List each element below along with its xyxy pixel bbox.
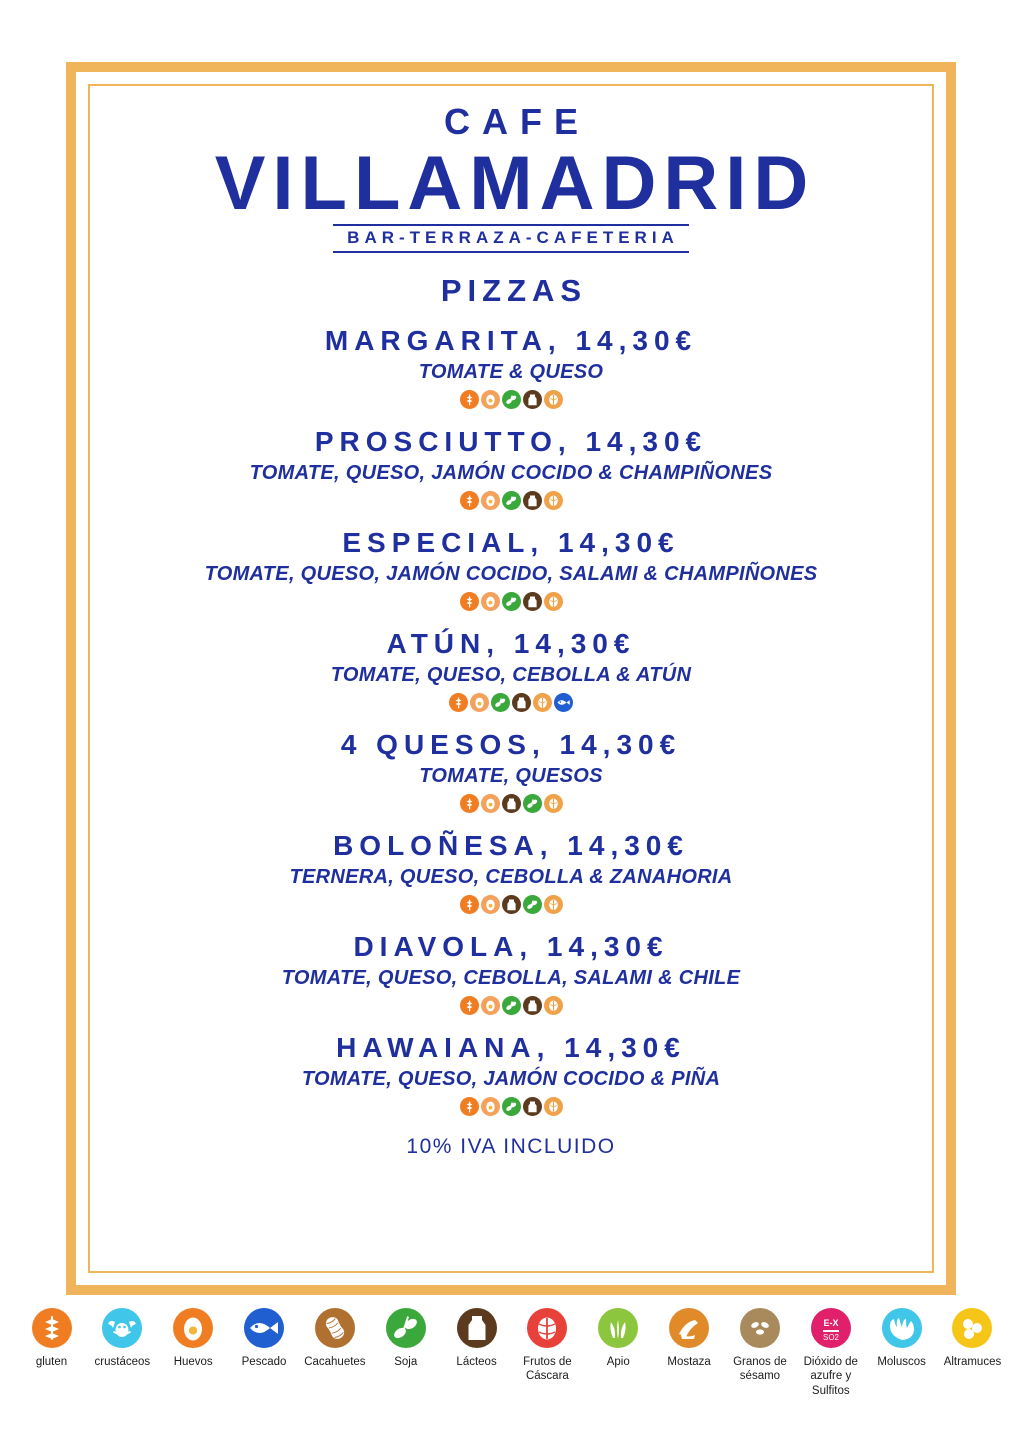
legend-item-label: Mostaza	[667, 1356, 711, 1368]
frutos-de-cascara-icon	[544, 996, 563, 1015]
huevos-icon	[481, 1097, 500, 1116]
menu-item	[116, 1030, 906, 1117]
sesamo-icon	[740, 1308, 780, 1348]
soja-icon	[502, 1097, 521, 1116]
soja-icon	[502, 996, 521, 1015]
pescado-icon	[554, 693, 573, 712]
crustaceos-icon	[102, 1308, 142, 1348]
legend-item-label: Cacahuetes	[304, 1356, 366, 1368]
gluten-icon	[460, 895, 479, 914]
soja-icon	[523, 895, 542, 914]
menu-item-name: HAWAIANA, 14,30€	[336, 1031, 686, 1063]
menu-item-description: TOMATE, QUESO, CEBOLLA, SALAMI & CHILE	[281, 966, 741, 989]
gluten-icon	[460, 1097, 479, 1116]
soja-icon	[491, 693, 510, 712]
menu-item-allergens	[116, 895, 906, 915]
svg-text:SO2: SO2	[822, 1333, 839, 1342]
gluten-icon	[460, 390, 479, 409]
menu-item	[116, 929, 906, 1016]
legend-item-label: Lácteos	[456, 1356, 497, 1368]
huevos-icon	[481, 592, 500, 611]
huevos-icon	[481, 794, 500, 813]
mostaza-icon	[669, 1308, 709, 1348]
iva-note: 10% IVA INCLUIDO	[406, 1134, 616, 1158]
lacteos-icon	[523, 390, 542, 409]
gluten-icon	[460, 794, 479, 813]
lacteos-icon	[523, 1097, 542, 1116]
lacteos-icon	[523, 491, 542, 510]
menu-item-allergens	[116, 390, 906, 410]
pescado-icon	[244, 1308, 284, 1348]
menu-item	[116, 323, 906, 410]
menu-content	[116, 94, 906, 1265]
menu-item-description: TOMATE, QUESO, JAMÓN COCIDO, SALAMI & CHAMPIÑONES	[204, 562, 818, 585]
menu-item-allergens	[116, 996, 906, 1016]
soja-icon	[502, 491, 521, 510]
frutos-de-cascara-icon	[544, 592, 563, 611]
menu-item-description: TOMATE, QUESO, JAMÓN COCIDO & CHAMPIÑONES	[249, 461, 773, 484]
huevos-icon	[481, 491, 500, 510]
menu-item-description: TOMATE & QUESO	[418, 360, 604, 383]
legend-item-label: Pescado	[241, 1356, 287, 1368]
legend-item-label: Huevos	[173, 1356, 213, 1368]
lacteos-icon	[512, 693, 531, 712]
gluten-icon	[460, 592, 479, 611]
huevos-icon	[481, 996, 500, 1015]
legend-item-label: crustáceos	[94, 1356, 151, 1368]
menu-item-description: TERNERA, QUESO, CEBOLLA & ZANAHORIA	[289, 865, 733, 888]
brand-cafe: CAFE	[444, 101, 590, 142]
soja-icon	[502, 592, 521, 611]
gluten-icon	[32, 1308, 72, 1348]
apio-icon	[598, 1308, 638, 1348]
legend-item	[233, 1308, 296, 1369]
menu-item-name: BOLOÑESA, 14,30€	[333, 829, 689, 861]
huevos-icon	[481, 390, 500, 409]
frutos-de-cascara-icon	[544, 895, 563, 914]
menu-item	[116, 525, 906, 612]
menu-item-name: ATÚN, 14,30€	[386, 627, 636, 659]
lacteos-icon	[523, 996, 542, 1015]
soja-icon	[523, 794, 542, 813]
legend-item	[374, 1308, 437, 1369]
menu-item	[116, 424, 906, 511]
legend-item	[445, 1308, 508, 1369]
soja-icon	[502, 390, 521, 409]
menu-item-allergens	[116, 1097, 906, 1117]
sulfitos-icon	[811, 1308, 851, 1348]
menu-item	[116, 828, 906, 915]
svg-text:E-X: E-X	[823, 1318, 839, 1328]
menu-item-name: DIAVOLA, 14,30€	[353, 930, 669, 962]
section-title-pizzas: PIZZAS	[440, 272, 588, 308]
menu-item-name: ESPECIAL, 14,30€	[342, 526, 680, 558]
legend-item-label: Granos de sésamo	[733, 1356, 787, 1383]
menu-item-name: PROSCIUTTO, 14,30€	[314, 425, 708, 457]
lacteos-icon	[523, 592, 542, 611]
legend-item	[941, 1308, 1004, 1369]
menu-item-allergens	[116, 592, 906, 612]
legend-item-label: Moluscos	[877, 1356, 926, 1368]
lacteos-icon	[457, 1308, 497, 1348]
legend-item	[587, 1308, 650, 1369]
legend-item-label: Frutos de Cáscara	[523, 1356, 572, 1383]
brand-name: VILLAMADRID	[214, 140, 816, 226]
gluten-icon	[460, 996, 479, 1015]
menu-item	[116, 626, 906, 713]
frutos-de-cascara-icon	[527, 1308, 567, 1348]
menu-item-allergens	[116, 491, 906, 511]
legend-item-label: gluten	[35, 1356, 68, 1368]
allergen-legend	[20, 1308, 1004, 1398]
huevos-icon	[173, 1308, 213, 1348]
menu-item-name: 4 QUESOS, 14,30€	[340, 728, 682, 760]
legend-item-label: Apio	[606, 1356, 630, 1368]
frutos-de-cascara-icon	[544, 390, 563, 409]
frutos-de-cascara-icon	[544, 491, 563, 510]
legend-item	[303, 1308, 366, 1369]
legend-item	[870, 1308, 933, 1369]
legend-item	[20, 1308, 83, 1369]
legend-item	[516, 1308, 579, 1384]
menu-item-description: TOMATE, QUESO, JAMÓN COCIDO & PIÑA	[301, 1067, 721, 1090]
menu-item-name: MARGARITA, 14,30€	[324, 324, 698, 356]
frutos-de-cascara-icon	[544, 794, 563, 813]
altramuces-icon	[952, 1308, 992, 1348]
legend-item	[728, 1308, 791, 1384]
menu-item-allergens	[116, 794, 906, 814]
brand-subtitle-wrap	[333, 224, 689, 253]
legend-item-label: Dióxido de azufre y Sulfitos	[803, 1356, 858, 1397]
legend-item	[799, 1308, 862, 1398]
menu-item-description: TOMATE, QUESOS	[419, 764, 603, 787]
moluscos-icon	[882, 1308, 922, 1348]
gluten-icon	[460, 491, 479, 510]
menu-item-description: TOMATE, QUESO, CEBOLLA & ATÚN	[330, 663, 692, 686]
soja-icon	[386, 1308, 426, 1348]
cacahuetes-icon	[315, 1308, 355, 1348]
lacteos-icon	[502, 794, 521, 813]
menu-item-allergens	[116, 693, 906, 713]
legend-item	[658, 1308, 721, 1369]
huevos-icon	[470, 693, 489, 712]
gluten-icon	[449, 693, 468, 712]
menu-frame	[66, 62, 956, 1295]
legend-item	[91, 1308, 154, 1369]
frutos-de-cascara-icon	[533, 693, 552, 712]
huevos-icon	[481, 895, 500, 914]
legend-item	[162, 1308, 225, 1369]
brand-subtitle: BAR-TERRAZA-CAFETERIA	[347, 227, 679, 247]
frutos-de-cascara-icon	[544, 1097, 563, 1116]
legend-item-label: Altramuces	[943, 1356, 1002, 1368]
menu-item-list	[116, 323, 906, 1117]
legend-item-label: Soja	[394, 1356, 418, 1368]
menu-item	[116, 727, 906, 814]
lacteos-icon	[502, 895, 521, 914]
